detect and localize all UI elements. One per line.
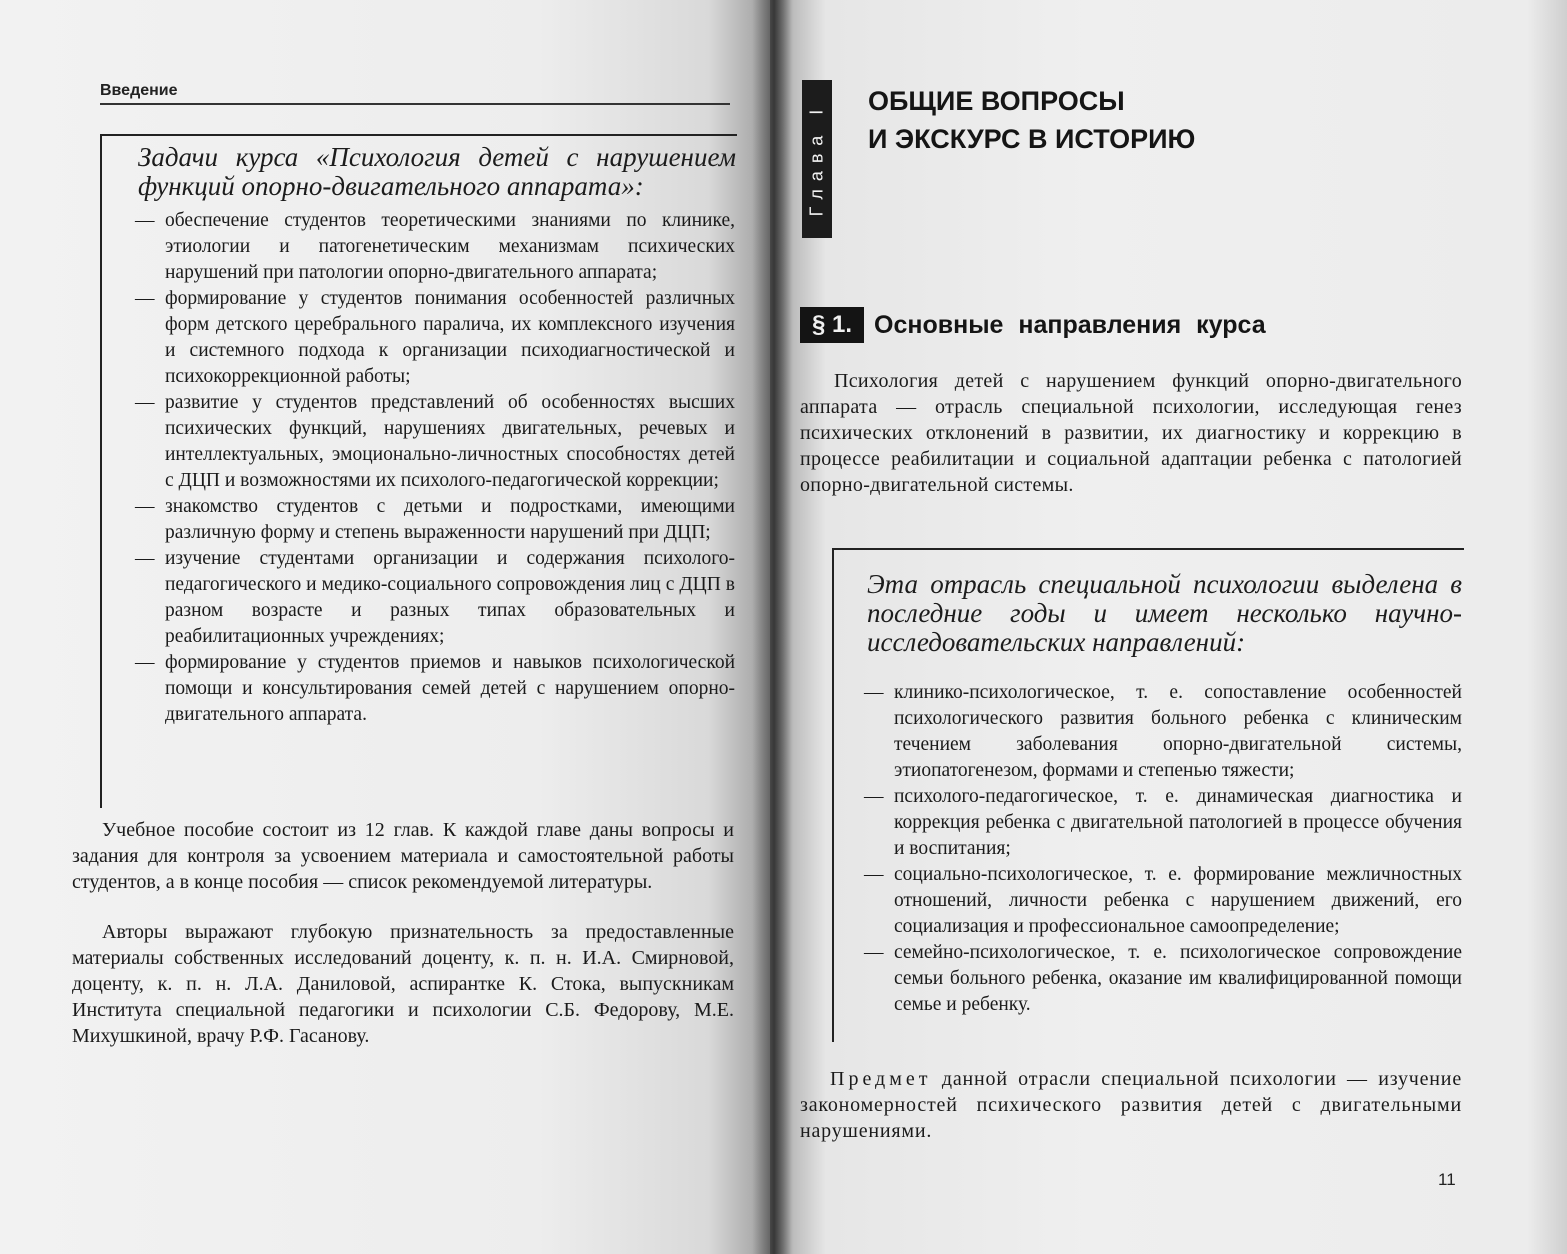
intro-paragraph [800, 368, 1462, 498]
chapter-label: Глава I [806, 101, 827, 217]
list-item-text: развитие у студентов представлений об особенностях высших психических функций, нарушениях двигательных, речевых и интеллектуальных, эмоционально-личностных способностях детей с ДЦП и возможностями их психолого-педагогической коррекции; [165, 392, 735, 491]
directions-list [864, 680, 1462, 1018]
dash-marker: — [864, 864, 884, 885]
chapter-title [868, 82, 1388, 158]
dash-marker: — [864, 682, 884, 703]
subject-paragraph [800, 1066, 1462, 1144]
paragraph-structure [72, 817, 734, 895]
running-head: Введение [100, 82, 730, 105]
list-item [864, 680, 1462, 784]
dash-marker: — [864, 942, 884, 963]
dash-marker: — [135, 548, 155, 569]
list-item-text: формирование у студентов приемов и навыков психологической помощи и консультирования семей детей с нарушением опорно-двигательного аппарата. [165, 652, 735, 725]
list-item [135, 650, 735, 728]
list-item-text: обеспечение студентов теоретическими знаниями по клинике, этиологии и патогенетическим механизмам психических нарушений при патологии опорно-двигательного аппарата; [165, 210, 735, 283]
dash-marker: — [135, 496, 155, 517]
section-title: Основные направления курса [874, 311, 1266, 339]
list-item [864, 784, 1462, 862]
paragraph-text: Психология детей с нарушением функций опорно-двигательного аппарата — отрасль специальной психологии, исследующая генез психических отклонений в развитии, их диагностику и коррекцию в процессе реабилитации и социальной адаптации ребенка с патологией опорно-двигательной системы. [800, 370, 1462, 496]
tasks-list [135, 208, 735, 728]
list-item [135, 208, 735, 286]
list-item-text: психолого-педагогическое, т. е. динамическая диагностика и коррекция ребенка с двигательной патологией в процессе обучения и воспитания; [894, 786, 1462, 859]
list-item [864, 940, 1462, 1018]
dash-marker: — [135, 210, 155, 231]
list-item-text: социально-психологическое, т. е. формирование межличностных отношений, личности ребенка с нарушением движений, его социализация и профессиональное самоопределение; [894, 864, 1462, 937]
directions-title: Эта отрасль специальной психологии выделена в последние годы и имеет несколько научно-исследовательских направлений: [867, 569, 1462, 657]
list-item-text: клинико-психологическое, т. е. сопоставление особенностей психологического развития больного ребенка с клиническим течением заболевания опорно-двигательной системы, этиопатогенезом, формами и степенью тяжести; [894, 682, 1462, 781]
list-item [864, 862, 1462, 940]
list-item-text: изучение студентами организации и содержания психолого-педагогического и медико-социального сопровождения лиц с ДЦП в разном возрасте и разных типах образовательных и реабилитационных учреждениях; [165, 548, 735, 647]
dash-marker: — [135, 288, 155, 309]
chapter-title-line: ОБЩИЕ ВОПРОСЫ [868, 86, 1125, 116]
list-item [135, 546, 735, 650]
list-item-text: формирование у студентов понимания особенностей различных форм детского церебрального паралича, их комплексного изучения и системного подхода к организации психодиагностической и психокоррекционной работы; [165, 288, 735, 387]
list-item [135, 494, 735, 546]
chapter-tab [802, 80, 832, 238]
page-number: 11 [1438, 1170, 1456, 1189]
section-number: § 1. [800, 307, 864, 343]
paragraph-acknowledgements [72, 919, 734, 1049]
list-item [135, 286, 735, 390]
paragraph-text: Учебное пособие состоит из 12 глав. К каждой главе даны вопросы и задания для контроля за усвоением материала и самостоятельной работы студентов, а в конце пособия — список рекомендуемой литературы. [72, 819, 734, 893]
list-item-text: семейно-психологическое, т. е. психологическое сопровождение семьи больного ребенка, оказание им квалифицированной помощи семье и ребенку. [894, 942, 1462, 1015]
paragraph-text: данной отрасли специальной психологии — изучение закономерностей психического развития детей с двигательными нарушениями. [800, 1068, 1462, 1142]
dash-marker: — [135, 392, 155, 413]
chapter-title-line: И ЭКСКУРС В ИСТОРИЮ [868, 124, 1196, 154]
list-item [135, 390, 735, 494]
paragraph-text: Авторы выражают глубокую признательность за предоставленные материалы собственных исследований доценту, к. п. н. И.А. Смирновой, доценту, к. п. н. Л.А. Даниловой, аспирантке К. Стока, выпускникам Института специальной педагогики и психологии С.Б. Федорову, М.Е. Михушкиной, врачу Р.Ф. Гасанову. [72, 921, 734, 1047]
list-item-text: знакомство студентов с детьми и подростками, имеющими различную форму и степень выраженности нарушений при ДЦП; [165, 496, 735, 543]
subject-term: Предмет [830, 1068, 932, 1090]
dash-marker: — [864, 786, 884, 807]
dash-marker: — [135, 652, 155, 673]
tasks-title: Задачи курса «Психология детей с нарушением функций опорно-двигательного аппарата»: [138, 142, 736, 201]
